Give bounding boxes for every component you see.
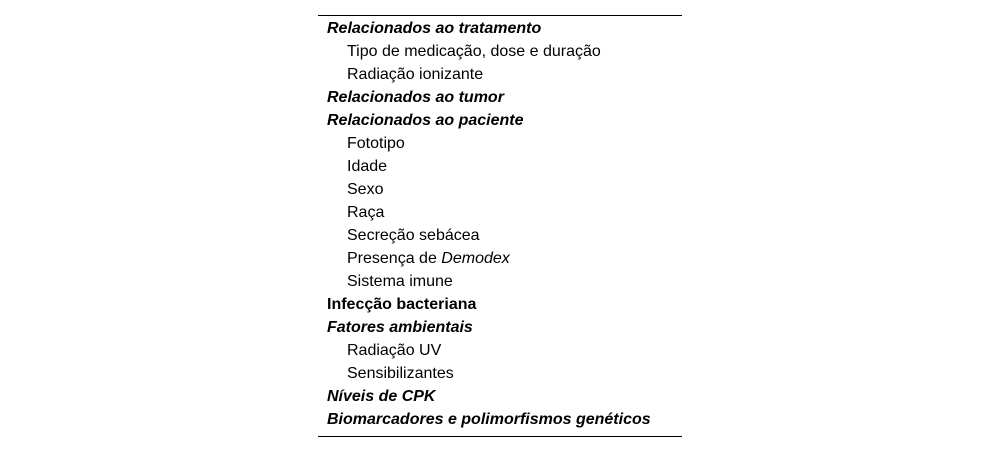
item-phototype: Fototipo: [347, 135, 405, 152]
category-biomarkers: Biomarcadores e polimorfismos genéticos: [327, 411, 651, 428]
item-sensitizers: Sensibilizantes: [347, 365, 454, 382]
item-sebaceous-secretion: Secreção sebácea: [347, 227, 480, 244]
category-cpk-levels: Níveis de CPK: [327, 388, 436, 405]
item-immune-system: Sistema imune: [347, 273, 453, 290]
item-medication-type: Tipo de medicação, dose e duração: [347, 43, 601, 60]
category-bacterial-infection: Infecção bacteriana: [327, 296, 477, 313]
item-uv-radiation: Radiação UV: [347, 342, 442, 359]
risk-factors-table: [318, 15, 682, 437]
item-race: Raça: [347, 204, 385, 221]
category-treatment: Relacionados ao tratamento: [327, 20, 542, 37]
category-patient: Relacionados ao paciente: [327, 112, 524, 129]
category-tumor: Relacionados ao tumor: [327, 89, 504, 106]
item-sex: Sexo: [347, 181, 384, 198]
demodex-italic: Demodex: [441, 250, 510, 267]
category-environmental: Fatores ambientais: [327, 319, 473, 336]
item-age: Idade: [347, 158, 388, 175]
item-demodex-presence: [318, 247, 682, 270]
demodex-prefix: Presença de: [347, 250, 442, 267]
item-ionizing-radiation: Radiação ionizante: [347, 66, 484, 83]
